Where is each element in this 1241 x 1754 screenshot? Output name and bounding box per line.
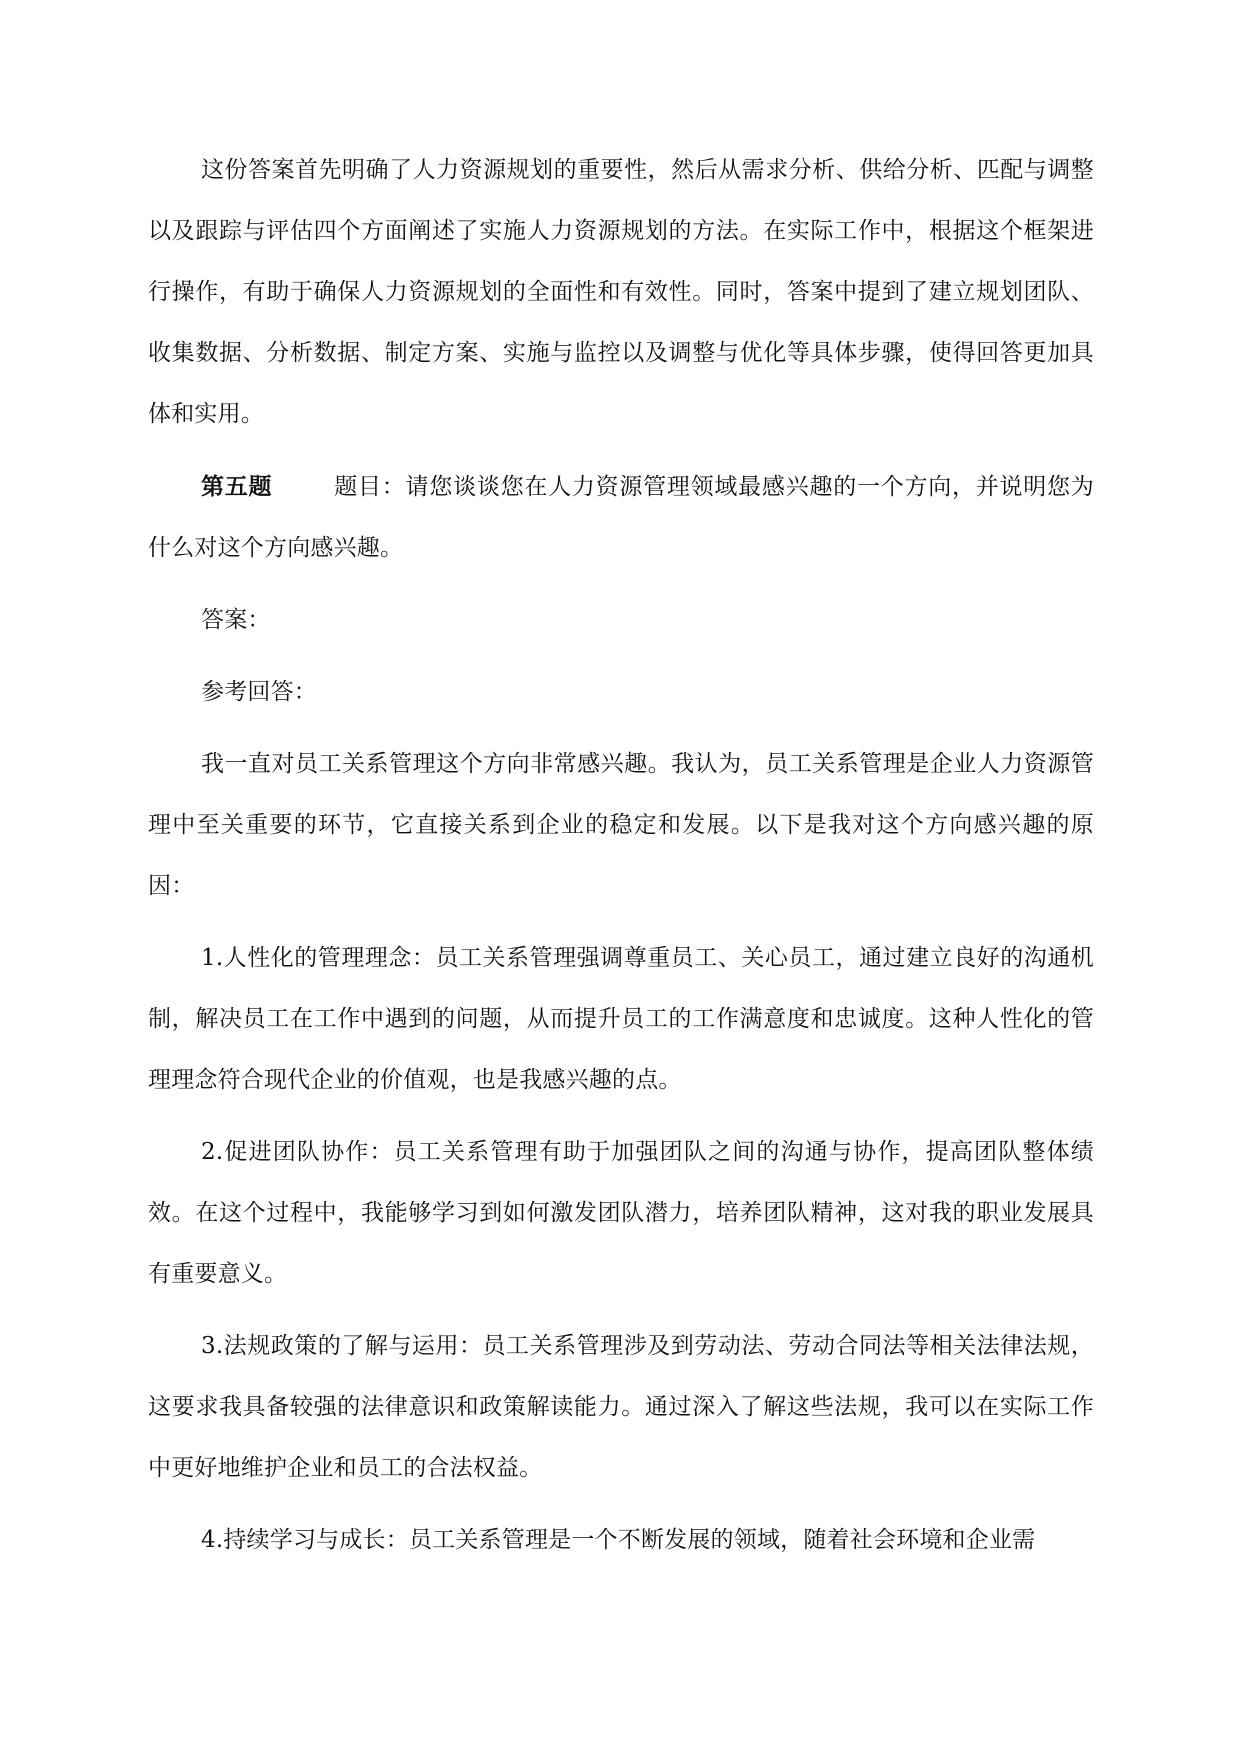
point-paragraph-3: 3.法规政策的了解与运用：员工关系管理涉及到劳动法、劳动合同法等相关法律法规，这要求我具备较强的法律意识和政策解读能力。通过深入了解这些法规，我可以在实际工作中更好地维护企业和员工的合法权益。 [148, 1333, 1094, 1481]
point-paragraph-4: 4.持续学习与成长：员工关系管理是一个不断发展的领域，随着社会环境和企业需 [201, 1527, 1036, 1553]
point-paragraph-2: 2.促进团队协作：员工关系管理有助于加强团队之间的沟通与协作，提高团队整体绩效。在这个过程中，我能够学习到如何激发团队潜力，培养团队精神，这对我的职业发展具有重要意义。 [148, 1139, 1094, 1287]
intro-paragraph: 我一直对员工关系管理这个方向非常感兴趣。我认为，员工关系管理是企业人力资源管理中至关重要的环节，它直接关系到企业的稳定和发展。以下是我对这个方向感兴趣的原因： [148, 751, 1094, 899]
reference-label: 参考回答： [201, 679, 317, 705]
document-body [148, 140, 1094, 1582]
answer-label: 答案： [201, 607, 271, 633]
question-paragraph [148, 456, 1094, 579]
summary-paragraph: 这份答案首先明确了人力资源规划的重要性，然后从需求分析、供给分析、匹配与调整以及跟踪与评估四个方面阐述了实施人力资源规划的方法。在实际工作中，根据这个框架进行操作，有助于确保人力资源规划的全面性和有效性。同时，答案中提到了建立规划团队、收集数据、分析数据、制定方案、实施与监控以及调整与优化等具体步骤，使得回答更加具体和实用。 [148, 157, 1094, 427]
question-label: 第五题 [201, 473, 273, 500]
point-paragraph-1: 1.人性化的管理理念：员工关系管理强调尊重员工、关心员工，通过建立良好的沟通机制，解决员工在工作中遇到的问题，从而提升员工的工作满意度和忠诚度。这种人性化的管理理念符合现代企业的价值观，也是我感兴趣的点。 [148, 945, 1094, 1093]
question-text: 题目：请您谈谈您在人力资源管理领域最感兴趣的一个方向，并说明您为什么对这个方向感兴趣。 [148, 474, 1094, 561]
